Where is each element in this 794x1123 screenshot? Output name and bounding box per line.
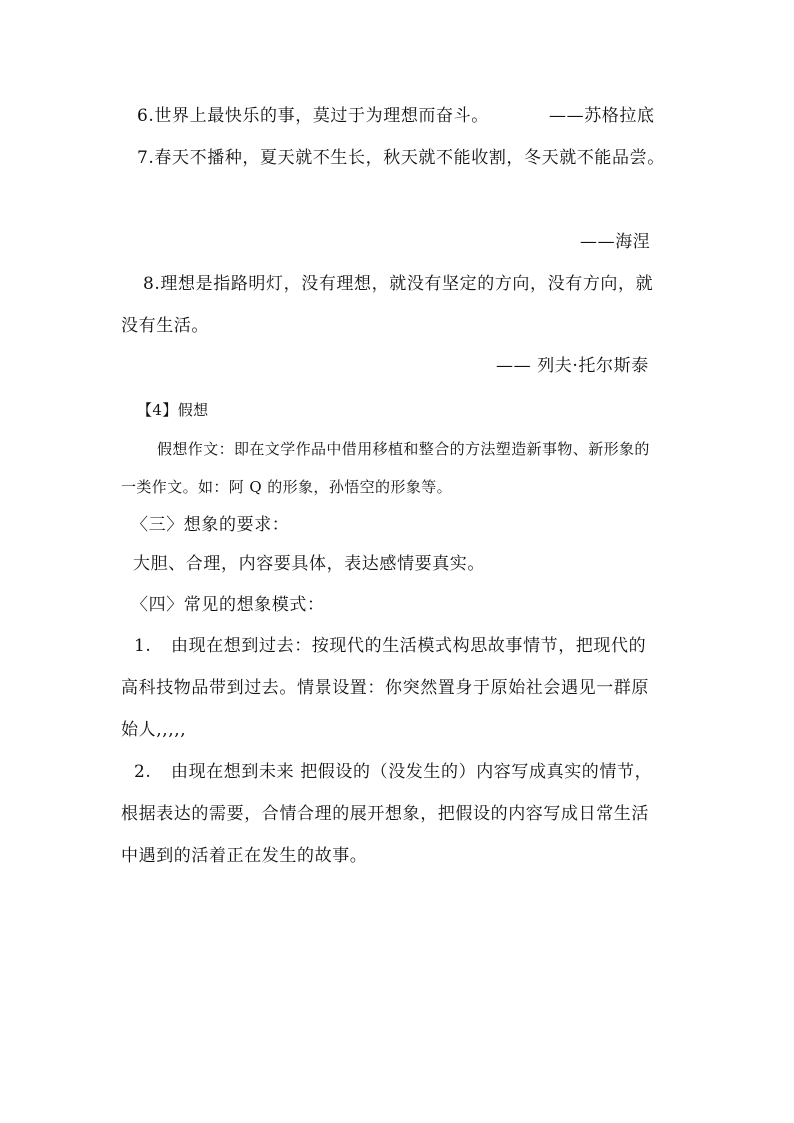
quote-8-line-2: 没有生活。 [121,316,209,336]
modes-heading: 〈四〉常见的想象模式： [131,595,325,615]
mode-1-line-3: 始人,,,,, [121,720,187,740]
quote-6-author: ——苏格拉底 [549,106,655,126]
mode-2-line-1: 由现在想到未来 把假设的（没发生的）内容写成真实的情节， [171,762,653,782]
requirements-heading: 〈三〉想象的要求： [131,515,290,535]
quote-8-line-1: 8.理想是指路明灯，没有理想，就没有坚定的方向，没有方向，就 [143,274,654,294]
quote-8-author: —— 列夫·托尔斯泰 [496,356,649,376]
quote-6-text: 6.世界上最快乐的事，莫过于为理想而奋斗。 [137,106,489,126]
section-4-description-line-1: 假想作文：即在文学作品中借用移植和整合的方法塑造新事物、新形象的 [157,440,650,458]
mode-1-line-1: 由现在想到过去：按现代的生活模式构思故事情节，把现代的 [171,636,647,656]
mode-1-line-2: 高科技物品带到过去。情景设置：你突然置身于原始社会遇见一群原 [121,678,649,698]
section-4-description-line-2: 一类作文。如：阿 Q 的形象，孙悟空的形象等。 [121,478,453,496]
section-4-heading: 【4】假想 [137,401,209,419]
mode-2-line-2: 根据表达的需要，合情合理的展开想象，把假设的内容写成日常生活 [121,804,649,824]
quote-7-author: ——海涅 [580,232,651,252]
mode-1-number: 1. [134,636,152,656]
mode-2-number: 2. [134,762,152,782]
requirements-text: 大胆、合理，内容要具体，表达感情要真实。 [133,554,485,574]
mode-2-line-3: 中遇到的活着正在发生的故事。 [121,846,368,866]
quote-7-text: 7.春天不播种，夏天就不生长，秋天就不能收割，冬天就不能品尝。 [137,148,665,168]
